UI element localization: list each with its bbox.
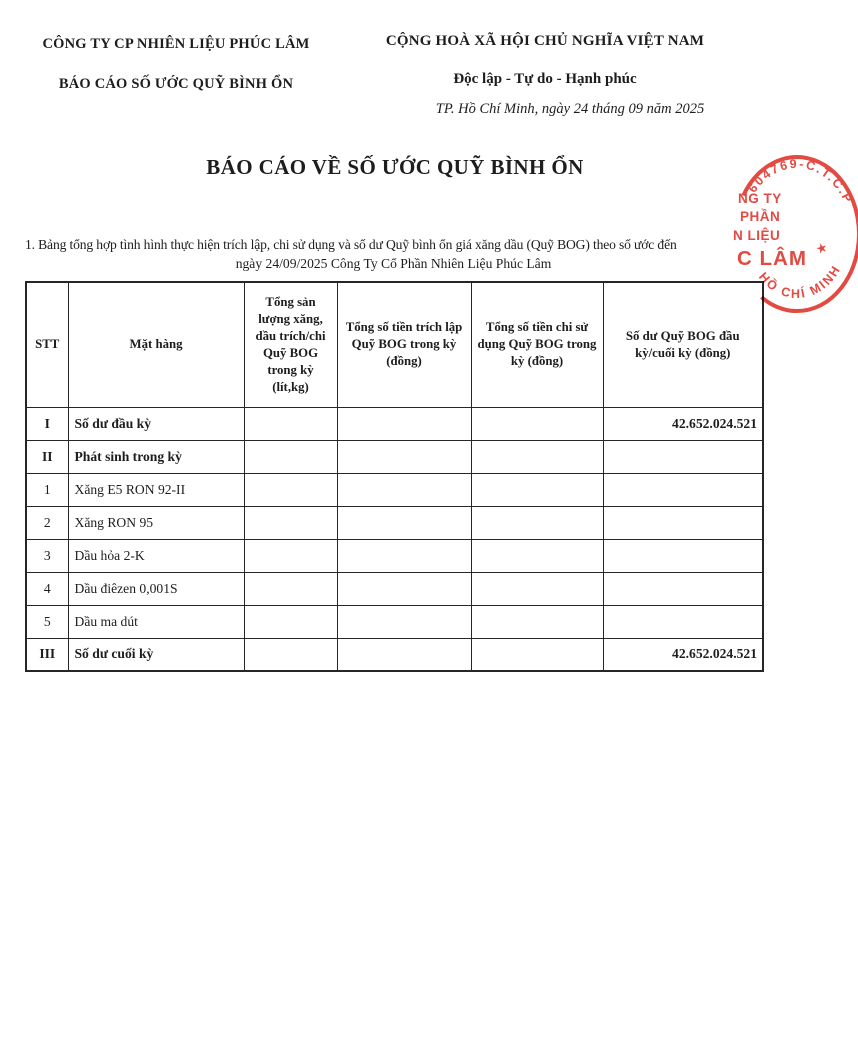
company-name: CÔNG TY CP NHIÊN LIỆU PHÚC LÂM xyxy=(42,36,310,52)
company-stamp-seal xyxy=(715,140,858,335)
cell-qty xyxy=(244,440,337,473)
cell-item: Dầu ma dút xyxy=(68,605,244,638)
table-row xyxy=(26,638,763,671)
cell-sodu xyxy=(603,572,763,605)
cell-qty xyxy=(244,605,337,638)
national-header xyxy=(382,33,708,118)
cell-chi xyxy=(471,572,603,605)
cell-item: Số dư đầu kỳ xyxy=(68,407,244,440)
cell-chi xyxy=(471,407,603,440)
cell-item: Phát sinh trong kỳ xyxy=(68,440,244,473)
cell-stt: II xyxy=(26,440,68,473)
stamp-star-icon: ★ xyxy=(812,239,832,258)
date-line: TP. Hồ Chí Minh, ngày 24 tháng 09 năm 2025 xyxy=(435,101,705,117)
cell-sodu xyxy=(603,506,763,539)
cell-stt: I xyxy=(26,407,68,440)
stamp-line-2: PHẦN xyxy=(740,209,781,224)
cell-qty xyxy=(244,407,337,440)
cell-chi xyxy=(471,605,603,638)
intro-paragraph xyxy=(25,236,762,274)
table-row xyxy=(26,572,763,605)
stamp-line-3: N LIỆU xyxy=(733,228,781,243)
stamp-line-1: NG TY xyxy=(738,191,782,206)
cell-trich xyxy=(337,407,471,440)
bog-summary-table xyxy=(25,281,764,672)
table-row xyxy=(26,407,763,440)
stamp-arc-bottom: HỒ CHÍ MINH xyxy=(756,262,844,301)
cell-trich xyxy=(337,605,471,638)
col-header-item: Mặt hàng xyxy=(68,282,244,407)
col-header-stt: STT xyxy=(26,282,68,407)
cell-sodu xyxy=(603,440,763,473)
cell-sodu xyxy=(603,539,763,572)
table-row xyxy=(26,506,763,539)
cell-trich xyxy=(337,506,471,539)
header-row xyxy=(26,282,763,407)
national-title: CỘNG HOÀ XÃ HỘI CHỦ NGHĨA VIỆT NAM xyxy=(385,33,705,49)
cell-stt: 4 xyxy=(26,572,68,605)
cell-stt: 5 xyxy=(26,605,68,638)
table-row xyxy=(26,473,763,506)
cell-qty xyxy=(244,638,337,671)
cell-stt: 3 xyxy=(26,539,68,572)
intro-line-1: 1. Bảng tổng hợp tình hình thực hiện trích lập, chi sử dụng và số dư Quỹ bình ổn giá xăng dầu (Quỹ BOG) theo số ước đến xyxy=(25,237,677,252)
intro-line-2: ngày 24/09/2025 Công Ty Cổ Phần Nhiên Liệu Phúc Lâm xyxy=(235,255,552,271)
report-name: BÁO CÁO SỐ ƯỚC QUỸ BÌNH ỔN xyxy=(58,76,294,92)
cell-trich xyxy=(337,473,471,506)
cell-chi xyxy=(471,506,603,539)
stamp-arc-top: 604769-C.T.C.P xyxy=(745,156,856,207)
col-header-sodu: Số dư Quỹ BOG đầu kỳ/cuối kỳ (đồng) xyxy=(603,282,763,407)
cell-sodu xyxy=(603,605,763,638)
cell-item: Dầu hỏa 2-K xyxy=(68,539,244,572)
page-title: BÁO CÁO VỀ SỐ ƯỚC QUỸ BÌNH ỔN xyxy=(206,155,584,179)
cell-sodu: 42.652.024.521 xyxy=(603,407,763,440)
cell-qty xyxy=(244,572,337,605)
table-row xyxy=(26,539,763,572)
cell-stt: 2 xyxy=(26,506,68,539)
cell-trich xyxy=(337,539,471,572)
cell-trich xyxy=(337,572,471,605)
cell-trich xyxy=(337,638,471,671)
cell-item: Dầu điêzen 0,001S xyxy=(68,572,244,605)
national-motto: Độc lập - Tự do - Hạnh phúc xyxy=(453,71,637,87)
cell-qty xyxy=(244,506,337,539)
cell-chi xyxy=(471,638,603,671)
cell-qty xyxy=(244,473,337,506)
cell-item: Xăng RON 95 xyxy=(68,506,244,539)
table-row xyxy=(26,605,763,638)
cell-stt: 1 xyxy=(26,473,68,506)
col-header-chi: Tổng số tiền chi sử dụng Quỹ BOG trong kỳ (đồng) xyxy=(471,282,603,407)
stamp-line-4: C LÂM xyxy=(737,247,807,270)
issuer-header xyxy=(40,36,312,93)
cell-item: Số dư cuối kỳ xyxy=(68,638,244,671)
table-row xyxy=(26,440,763,473)
cell-sodu xyxy=(603,473,763,506)
cell-chi xyxy=(471,473,603,506)
col-header-qty: Tổng sản lượng xăng, dầu trích/chi Quỹ BOG trong kỳ (lít,kg) xyxy=(244,282,337,407)
cell-qty xyxy=(244,539,337,572)
cell-chi xyxy=(471,539,603,572)
cell-stt: III xyxy=(26,638,68,671)
cell-item: Xăng E5 RON 92-II xyxy=(68,473,244,506)
cell-chi xyxy=(471,440,603,473)
cell-sodu: 42.652.024.521 xyxy=(603,638,763,671)
col-header-trich: Tổng số tiền trích lập Quỹ BOG trong kỳ (đồng) xyxy=(337,282,471,407)
cell-trich xyxy=(337,440,471,473)
